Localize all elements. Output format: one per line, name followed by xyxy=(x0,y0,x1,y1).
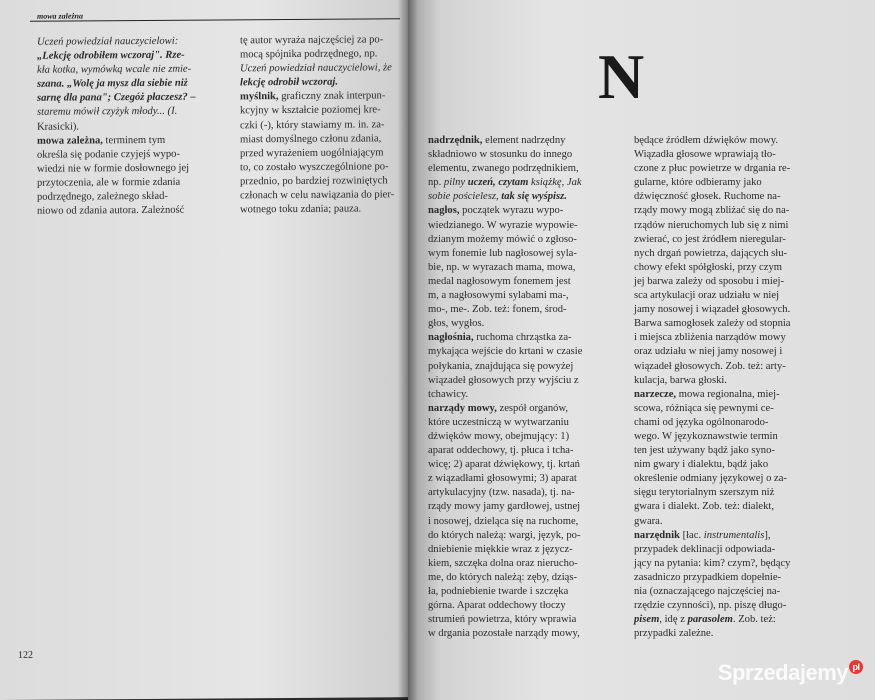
text-line: przypadek deklinacji odpowiada- xyxy=(634,543,776,555)
text-line: które uczestniczą w wytwarzaniu xyxy=(428,416,569,428)
text-line: głos, wygłos. xyxy=(428,318,485,330)
text-line: staremu mówił czyżyk młody... (I. xyxy=(37,106,178,119)
text-line: ten jest używany bądź jako syno- xyxy=(634,445,775,457)
text-line: aparat oddechowy, tj. płuca i tcha- xyxy=(428,445,574,457)
text-line: kcyjny w kształcie poziomej kre- xyxy=(240,104,381,117)
text-line: określenie odmiany językowej o za- xyxy=(634,473,787,485)
text-line: nych drgań powietrza, dających słu- xyxy=(634,247,788,259)
text-line: pisem, idę z parasolem. Zob. też: xyxy=(634,614,776,626)
text-line: Krasicki). xyxy=(37,121,80,133)
text-line: miast domyślnego członu zdania, xyxy=(240,132,382,145)
text-line: połykania, znajdująca się powyżej xyxy=(428,360,574,372)
text-line: sca artykulacji oraz udziału w niej xyxy=(634,290,780,302)
entry-headword: nadrzędnik, xyxy=(428,135,483,146)
entry-mowa-zalezna: mowa zależna, terminem tym xyxy=(37,134,166,147)
text-line: Wiązadła głosowe wprawiają tło- xyxy=(634,149,776,161)
text-line: wego. W językoznawstwie termin xyxy=(634,430,778,442)
text-line: chowy efekt spółgłoski, przy czym xyxy=(634,261,782,273)
running-head: mowa zależna xyxy=(37,11,84,21)
text-line: niowo od zdania autora. Zależność xyxy=(37,204,185,217)
left-page xyxy=(0,0,430,700)
text-line: wym fonemie lub nagłosowej syla- xyxy=(428,247,577,259)
page-number: 122 xyxy=(18,649,33,661)
text-line: zwierać, co jest źródłem nieregular- xyxy=(634,233,786,245)
text-line: jamy nosowej i wiązadeł głosowych. xyxy=(634,304,791,316)
entry-headword: myślnik, xyxy=(240,91,279,103)
text-line: gwara i dialekt. Zob. też: dialekt, xyxy=(634,501,775,513)
text-line: i miejsca zbliżenia narządów mowy xyxy=(634,332,786,344)
text-line: np. pilny uczeń, czytam książkę, Jak xyxy=(428,177,582,189)
book-gutter xyxy=(398,0,418,700)
text-line: ła, podniebienie twarde i szczęka xyxy=(428,586,569,597)
text-line: nim gwary i dialektu, bądź jako xyxy=(634,459,769,471)
text-line: tchawicy. xyxy=(428,388,469,400)
text-line: chami od języka ogólnonarodo- xyxy=(634,416,769,428)
right-column-2 xyxy=(634,134,826,641)
text-line: określa się podanie czyjejś wypo- xyxy=(37,148,180,161)
text-line: dniebienie miękkie wraz z języcz- xyxy=(428,543,573,555)
entry-headword: narzecze, xyxy=(634,388,677,400)
text-line: wotnego toku zdania; pauza. xyxy=(240,203,362,216)
text-line: do których należą: wargi, język, po- xyxy=(428,529,581,541)
entry-nadrzednik: nadrzędnik, element nadrzędny xyxy=(428,135,566,146)
text-line: tę autor wyraża najczęściej za po- xyxy=(240,34,384,47)
text-line: będące źródłem dźwięków mowy. xyxy=(634,135,779,146)
text-line: „Lekcję odrobiłem wczoraj". Rze- xyxy=(37,49,185,62)
text-line: sięgu terytorialnym szerszym niż xyxy=(634,487,775,499)
text-line: scowa, różniąca się pewnymi ce- xyxy=(634,402,774,414)
text-line: to, co zostało wyszczególnione po- xyxy=(240,161,389,174)
text-line: mykająca wejście do krtani w czasie xyxy=(428,346,583,358)
left-column-2 xyxy=(240,33,400,217)
section-initial: N xyxy=(598,41,645,112)
text-line: przytoczenia, ale w formie zdania xyxy=(37,176,181,189)
text-line: me, do których należą: zęby, dziąs- xyxy=(428,571,578,583)
text-line: kła kotka, wymówką wcale nie zmie- xyxy=(37,63,192,76)
text-line: kiem, szczęka dolna oraz nierucho- xyxy=(428,557,578,569)
text-line: wiedzi nie w formie dosłownego jej xyxy=(37,162,190,175)
text-line: strumień powietrza, który wprawia xyxy=(428,614,577,626)
text-line: przednio, po bardziej rozwiniętych xyxy=(240,175,388,188)
text-line: mo-, me-. Zob. też: fonem, środ- xyxy=(428,304,567,316)
entry-narzednik: narzędnik [łac. instrumentalis], xyxy=(634,529,771,541)
entry-myslnik: myślnik, graficzny znak interpun- xyxy=(240,90,386,103)
text-line: Uczeń powiedział nauczycielowi, że xyxy=(240,62,392,75)
right-column-1 xyxy=(428,134,608,641)
text-line: przypadki zależne. xyxy=(634,628,714,640)
text-line: wiązadeł głosowych przy wyjściu z xyxy=(428,374,579,386)
text-line: szana. „Wolę ja mysz dla siebie niż xyxy=(37,77,188,91)
text-line: jej barwa zależy od sposobu i miej- xyxy=(634,275,785,287)
text-line: medal nagłosowym fonemem jest xyxy=(428,275,571,287)
watermark-badge: pl xyxy=(849,660,863,674)
text-line: wiedzianego. W wyrazie wypowie- xyxy=(428,219,578,231)
text-line: mocą spójnika podrzędnego, np. xyxy=(240,48,378,61)
entry-headword: narzędnik xyxy=(634,529,680,541)
text-line: gularne, które odbieramy jako xyxy=(634,177,762,189)
text-line: dźwięków mowy, obejmujący: 1) xyxy=(428,430,570,442)
text-line: podrzędnego, zależnego skład- xyxy=(37,190,168,203)
watermark-logo: Sprzedajemy pl xyxy=(718,660,863,686)
text-line: artykulacyjny (tzw. nasada), tj. na- xyxy=(428,487,575,499)
text-line: wiązadeł głosowych. Zob. też: arty- xyxy=(634,360,786,372)
text-line: elementu, zwanego podrzędnikiem, xyxy=(428,163,579,175)
text-line: jący na pytania: kim? czym?, będący xyxy=(634,557,791,569)
text-line: w drgania pozostałe narządy mowy, xyxy=(428,628,580,640)
entry-headword: mowa zależna, xyxy=(37,134,103,147)
left-column-1 xyxy=(37,35,210,219)
text-line: wicę; 2) aparat dźwiękowy, tj. krtań xyxy=(428,459,580,471)
header-rule xyxy=(30,18,400,22)
entry-headword: nagłośnia, xyxy=(428,332,474,344)
text-line: sarnę dla pana"; Czegóż płaczesz? – xyxy=(37,92,196,105)
text-line: rządów nieruchomych lub się z nimi xyxy=(634,219,789,231)
text-line: dzianym możemy mówić o zgłoso- xyxy=(428,233,577,245)
text-line: kulacja, barwa głoski. xyxy=(634,374,727,386)
entry-narzecze: narzecze, mowa regionalna, miej- xyxy=(634,388,780,400)
entry-naglosnia: nagłośnia, ruchoma chrząstka za- xyxy=(428,332,572,344)
text-line: górna. Aparat oddechowy tłoczy xyxy=(428,600,566,612)
text-line: Barwa samogłosek zależy od stopnia xyxy=(634,318,791,330)
text-line: Uczeń powiedział nauczycielowi: xyxy=(37,35,179,48)
entry-naglos: nagłos, początek wyrazu wypo- xyxy=(428,205,564,217)
text-line: oraz udziału w niej jamy nosowej i xyxy=(634,346,783,358)
text-line: i nosowej, dzieląca się na ruchome, xyxy=(428,515,579,527)
text-line: nia (oznaczającego najczęściej na- xyxy=(634,586,781,597)
text-line: członach w celu nawiązania do pier- xyxy=(240,189,395,202)
text-line: sobie pościelesz, tak się wyśpisz. xyxy=(428,191,567,203)
entry-headword: narządy mowy, xyxy=(428,402,497,414)
text-line: bie, np. w wyrazach mama, mowa, xyxy=(428,261,576,273)
text-line: przed wyrażeniem uogólniającym xyxy=(240,147,384,160)
text-line: rzędzie czynności), np. piszę długo- xyxy=(634,600,787,612)
text-line: czone z płuc powietrze w drgania re- xyxy=(634,163,791,175)
text-line: rządy mowy mogą zbliżać się do na- xyxy=(634,205,790,217)
text-line: z wiązadłami głosowymi; 3) aparat xyxy=(428,473,577,485)
text-line: zasadniczo przypadkiem dopełnie- xyxy=(634,571,782,583)
text-line: składniowo w stosunku do innego xyxy=(428,149,573,161)
text-line: gwara. xyxy=(634,515,663,527)
entry-headword: nagłos, xyxy=(428,205,460,217)
text-line: czki (-), który stawiamy m. in. za- xyxy=(240,118,385,131)
text-line: dźwięczność głosek. Ruchome na- xyxy=(634,191,781,203)
text-line: lekcję odrobił wczoraj. xyxy=(240,76,338,89)
text-line: m, a nagłosowymi sylabami ma-, xyxy=(428,290,569,302)
text-line: rządy mowy jamy gardłowej, ustnej xyxy=(428,501,581,513)
entry-narzady-mowy: narządy mowy, zespół organów, xyxy=(428,402,569,414)
